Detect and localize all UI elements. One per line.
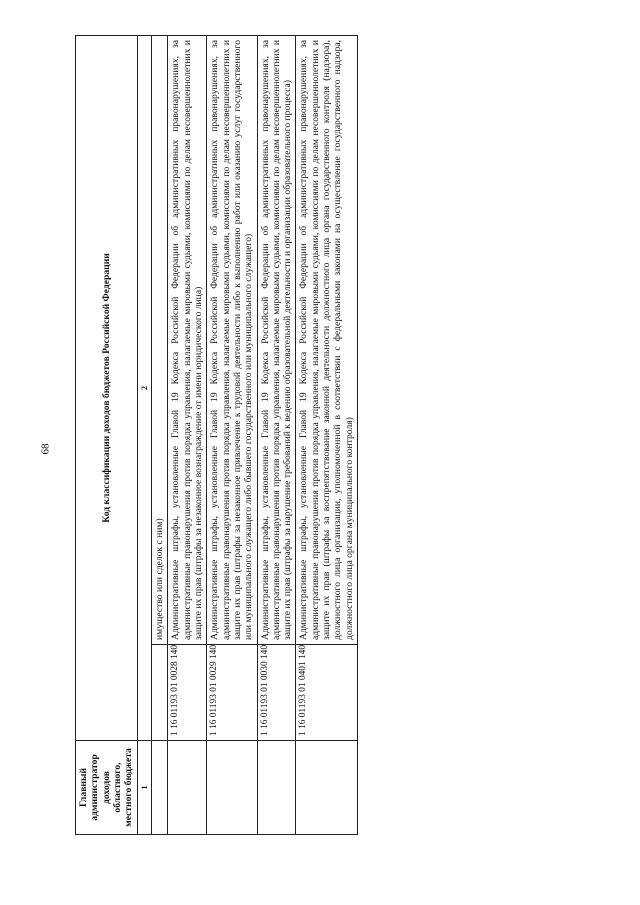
revenue-code: 1 16 01193 01 0401 140 [296, 645, 358, 741]
page-number: 68 [39, 443, 52, 455]
column-number-1: 1 [137, 741, 151, 835]
header-kbk: Код классификации доходов бюджетов Российской Федерации [76, 36, 138, 741]
revenue-code: 1 16 01193 01 0028 140 [168, 645, 207, 741]
table-cell-admin [152, 741, 168, 835]
table-cell-code [152, 645, 168, 741]
revenue-description: Административные штрафы, установленные Главой 19 Кодекса Российской Федерации об административных правонарушениях, за административные правонарушения против порядка управления, налагаемые мировыми судьями, комиссиями по делам несовершеннолетних и защите их прав (штрафы за незаконное привлечение к трудовой деятельности либо к выполнению работ или оказанию услуг государственного или муниципального служащего либо бывшего государственного или муниципального служащего) [207, 36, 257, 645]
table-cell-admin [207, 741, 257, 835]
table-row [207, 36, 257, 835]
revenue-codes-body [151, 35, 358, 835]
continuation-row [152, 36, 168, 835]
revenue-code: 1 16 01193 01 0030 140 [257, 645, 296, 741]
table-row [168, 36, 207, 835]
table-row [296, 36, 358, 835]
revenue-codes-table [75, 35, 152, 835]
revenue-code: 1 16 01193 01 0029 140 [207, 645, 257, 741]
rotated-content [75, 35, 580, 835]
table-cell-admin [257, 741, 296, 835]
continuation-text: имущество или сделок с ним) [152, 36, 168, 645]
table-cell-admin [296, 741, 358, 835]
revenue-description: Административные штрафы, установленные Главой 19 Кодекса Российской Федерации об административных правонарушениях, за административные правонарушения против порядка управления, налагаемые мировыми судьями, комиссиями по делам несовершеннолетних и защите их прав (штрафы за нарушение требований к ведению образовательной деятельности и организации образовательного процесса) [257, 36, 296, 645]
header-row [76, 36, 138, 835]
revenue-description: Административные штрафы, установленные Главой 19 Кодекса Российской Федерации об административных правонарушениях, за административные правонарушения против порядка управления, налагаемые мировыми судьями, комиссиями по делам несовершеннолетних и защите их прав (штрафы за воспрепятствование законной деятельности должностного лица органа государственного контроля (надзора), должностного лица организации, уполномоченной в соответствии с федеральными законами на осуществление государственного надзора, должностного лица органа муниципального контроля) [296, 36, 358, 645]
table-row [257, 36, 296, 835]
column-number-2: 2 [137, 36, 151, 741]
header-admin: Главный администратор доходов областного, местного бюджета [76, 741, 138, 835]
revenue-description: Административные штрафы, установленные Главой 19 Кодекса Российской Федерации об административных правонарушениях, за административные правонарушения против порядка управления, налагаемые мировыми судьями, комиссиями по делам несовершеннолетних и защите их прав (штрафы за незаконное вознаграждение от имени юридического лица) [168, 36, 207, 645]
table-cell-admin [168, 741, 207, 835]
column-number-row [137, 36, 151, 835]
